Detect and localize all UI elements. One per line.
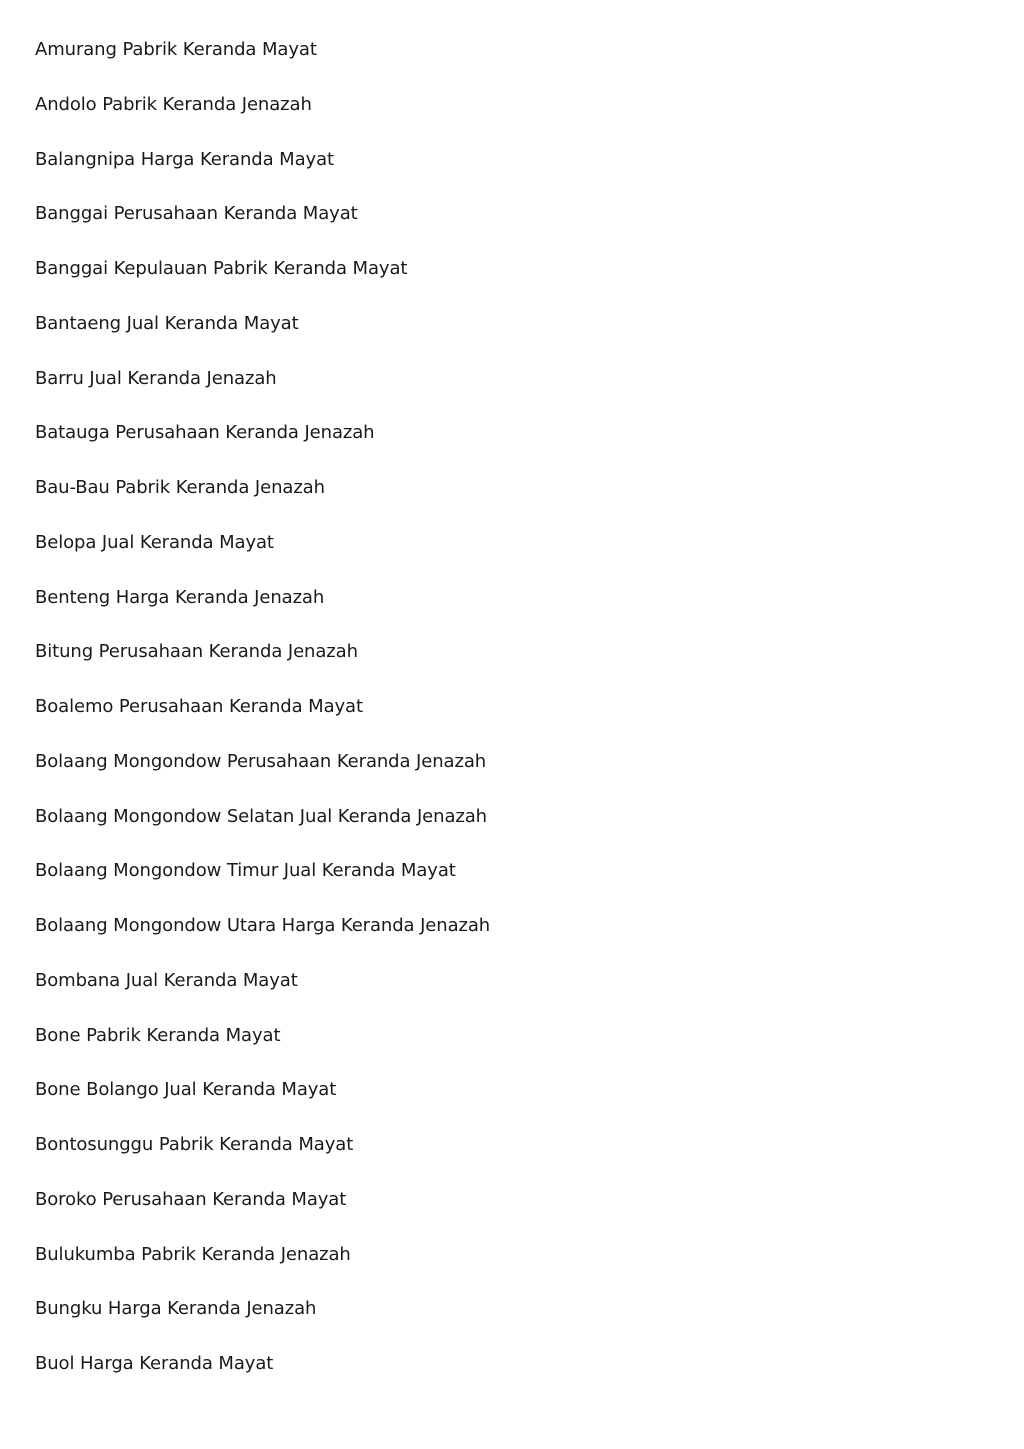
list-item: Bone Bolango Jual Keranda Mayat [35, 1079, 337, 1101]
list-item: Boroko Perusahaan Keranda Mayat [35, 1188, 347, 1210]
list-item: Bolaang Mongondow Perusahaan Keranda Jenazah [35, 750, 487, 772]
list-item: Benteng Harga Keranda Jenazah [35, 586, 325, 608]
list-item: Batauga Perusahaan Keranda Jenazah [35, 422, 375, 444]
list-item: Bolaang Mongondow Utara Harga Keranda Jenazah [35, 915, 491, 936]
list-item: Bau-Bau Pabrik Keranda Jenazah [35, 477, 325, 498]
list-item: Bungku Harga Keranda Jenazah [35, 1298, 317, 1320]
list-item: Bulukumba Pabrik Keranda Jenazah [35, 1243, 351, 1265]
list-item: Andolo Pabrik Keranda Jenazah [35, 93, 312, 115]
list-item: Amurang Pabrik Keranda Mayat [35, 39, 317, 60]
list-item: Bitung Perusahaan Keranda Jenazah [35, 641, 358, 663]
list-item: Bolaang Mongondow Timur Jual Keranda Mayat [35, 860, 456, 882]
list-item: Belopa Jual Keranda Mayat [35, 531, 274, 553]
list-item: Buol Harga Keranda Mayat [35, 1353, 274, 1374]
location-list [35, 36, 490, 1405]
list-item: Balangnipa Harga Keranda Mayat [35, 148, 334, 170]
list-item: Bombana Jual Keranda Mayat [35, 969, 298, 991]
list-item: Bantaeng Jual Keranda Mayat [35, 312, 299, 334]
list-item: Barru Jual Keranda Jenazah [35, 367, 277, 389]
list-item: Banggai Kepulauan Pabrik Keranda Mayat [35, 258, 408, 279]
list-item: Banggai Perusahaan Keranda Mayat [35, 203, 358, 225]
list-item: Bontosunggu Pabrik Keranda Mayat [35, 1134, 354, 1155]
list-item: Bone Pabrik Keranda Mayat [35, 1024, 281, 1046]
list-item: Bolaang Mongondow Selatan Jual Keranda Jenazah [35, 805, 487, 827]
list-item: Boalemo Perusahaan Keranda Mayat [35, 696, 363, 717]
